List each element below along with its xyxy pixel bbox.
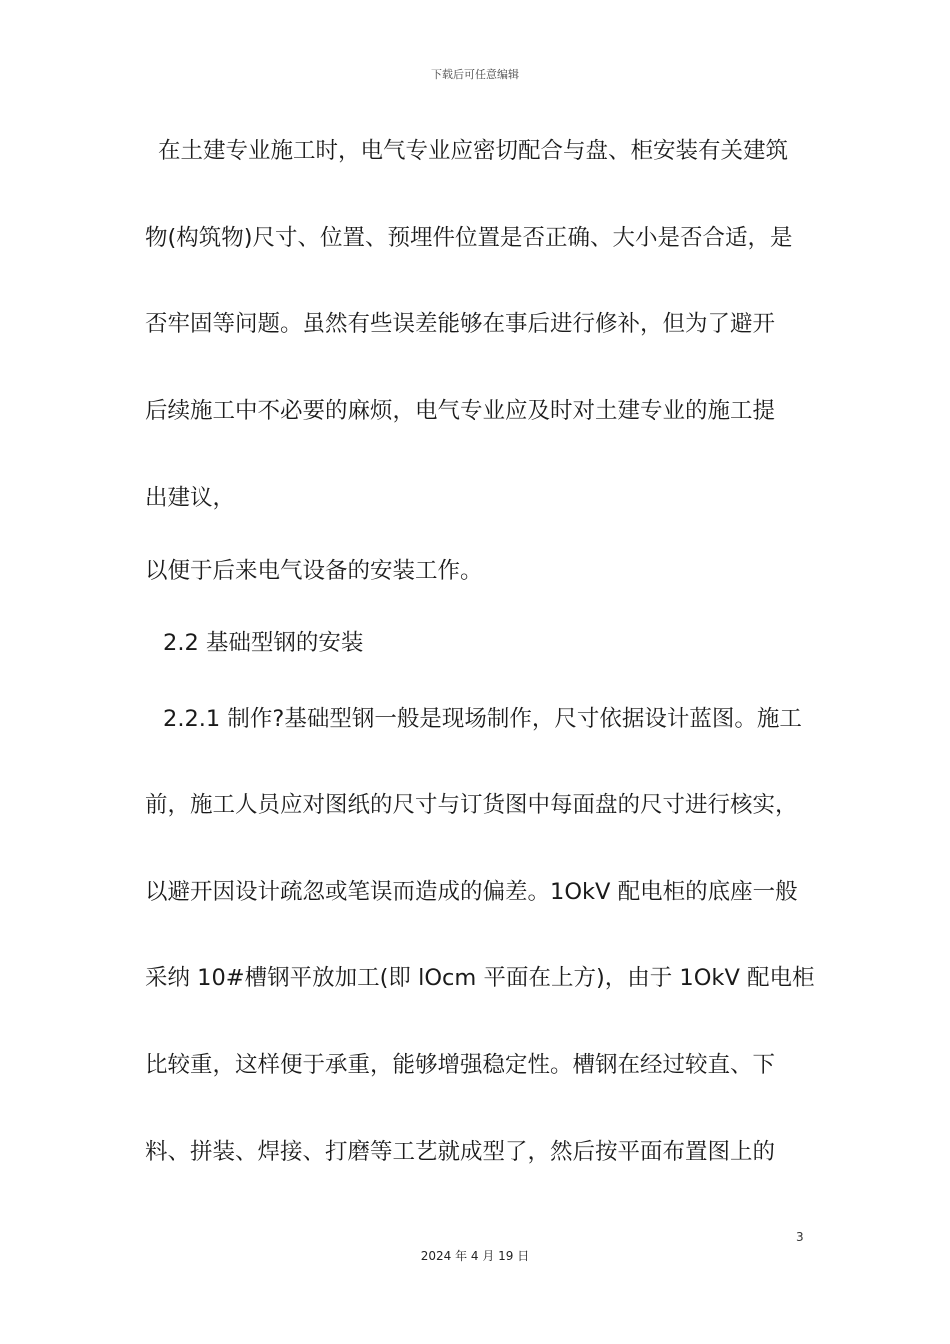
page-header-note: 下载后可任意编辑: [431, 68, 519, 81]
paragraph-line: 以便于后来电气设备的安装工作。: [145, 558, 483, 584]
paragraph-line: 以避开因设计疏忽或笔误而造成的偏差。1OkV 配电柜的底座一般: [145, 879, 798, 905]
paragraph-line: 料、拼装、焊接、打磨等工艺就成型了，然后按平面布置图上的: [145, 1139, 776, 1165]
paragraph-line: 比较重，这样便于承重，能够增强稳定性。槽钢在经过较直、下: [145, 1052, 776, 1078]
paragraph-line: 2.2.1 制作?基础型钢一般是现场制作，尺寸依据设计蓝图。施工: [163, 706, 802, 732]
paragraph-line: 后续施工中不必要的麻烦，电气专业应及时对土建专业的施工提: [145, 398, 776, 424]
paragraph-line: 前，施工人员应对图纸的尺寸与订货图中每面盘的尺寸进行核实，: [145, 792, 798, 818]
page-number: 3: [796, 1230, 804, 1244]
footer-date: 2024 年 4 月 19 日: [420, 1249, 530, 1263]
paragraph-line: 出建议，: [145, 485, 236, 511]
paragraph-line: 在土建专业施工时，电气专业应密切配合与盘、柜安装有关建筑: [158, 138, 789, 164]
paragraph-line: 物(构筑物)尺寸、位置、预埋件位置是否正确、大小是否合适，是: [145, 225, 793, 251]
paragraph-line: 采纳 10#槽钢平放加工(即 lOcm 平面在上方)，由于 1OkV 配电柜: [145, 965, 815, 991]
section-heading: 2.2 基础型钢的安装: [163, 630, 364, 656]
paragraph-line: 否牢固等问题。虽然有些误差能够在事后进行修补，但为了避开: [145, 311, 776, 337]
